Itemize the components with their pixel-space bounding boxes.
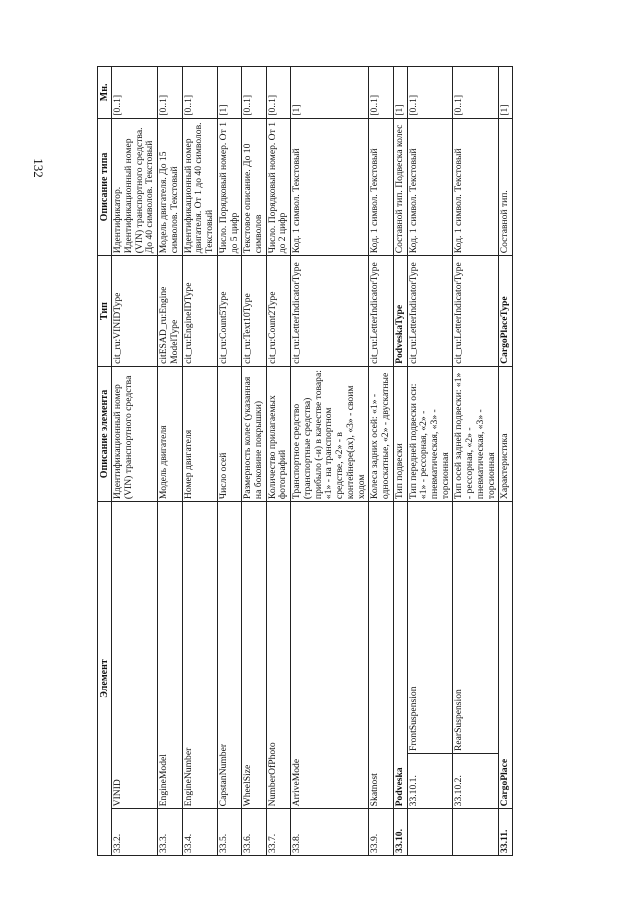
table-row (453, 67, 499, 856)
multiplicity-cell: [1] (291, 67, 369, 119)
element-description-cell: Тип подвески (393, 366, 407, 501)
type-cell: cit_ru:VINIDType (112, 256, 158, 367)
header-element-description: Описание элемента (98, 366, 112, 501)
element-name-cell: VINID (112, 502, 158, 809)
header-element: Элемент (98, 502, 112, 856)
element-name-cell: WheelSize (242, 502, 266, 809)
multiplicity-cell: [1] (499, 67, 513, 119)
row-number-cell: 33.2. (112, 809, 158, 856)
type-cell: citESAD_ru:Engine ModelType (158, 256, 182, 367)
element-name-cell: ArriveMode (291, 502, 369, 809)
element-name-cell: CapstanNumber (217, 502, 241, 809)
type-description-cell: Код. 1 символ. Текстовый (407, 118, 453, 256)
multiplicity-cell: [0..1] (369, 67, 393, 119)
row-number-cell: 33.8. (291, 809, 369, 856)
element-name-cell: CargoPlace (499, 502, 513, 809)
element-name-cell: NumberOfPhoto (266, 502, 290, 809)
type-cell: cit_ru:Text10Type (242, 256, 266, 367)
element-description-cell: Количество прилагаемых фотографий (266, 366, 290, 501)
multiplicity-cell: [0..1] (112, 67, 158, 119)
element-description-cell: Характеристика (499, 366, 513, 501)
table-row (407, 67, 453, 856)
header-multiplicity: Мн. (98, 67, 112, 119)
element-description-cell: Идентификационный номер (VIN) транспортного средства (112, 366, 158, 501)
row-number-cell: 33.4. (182, 809, 217, 856)
type-description-cell: Число. Порядковый номер. От 1 до 5 цифр (217, 118, 241, 256)
type-cell: cit_ru:LetterIndicatorType (369, 256, 393, 367)
row-number-cell: 33.10. (393, 809, 407, 856)
table-row (291, 67, 369, 856)
type-description-cell: Составной тип. Подвеска колес (393, 118, 407, 256)
row-number-cell: 33.7. (266, 809, 290, 856)
table-row (217, 67, 241, 856)
row-number-cell (453, 809, 499, 856)
element-name-cell: EngineNumber (182, 502, 217, 809)
type-cell: cit_ru:Count5Type (217, 256, 241, 367)
row-number-cell: 33.5. (217, 809, 241, 856)
type-description-cell: Код. 1 символ. Текстовый (291, 118, 369, 256)
table-row (158, 67, 182, 856)
element-description-cell: Колеса задних осей: «1» - односкатные, «2» - двускатные (369, 366, 393, 501)
multiplicity-cell: [0..1] (266, 67, 290, 119)
multiplicity-cell: [1] (217, 67, 241, 119)
element-description-cell: Тип осей задней подвески: «1» - рессорная, «2» - пневматическая, «3» - торсионная (453, 366, 499, 501)
multiplicity-cell: [0..1] (242, 67, 266, 119)
type-description-cell: Код. 1 символ. Текстовый (453, 118, 499, 256)
multiplicity-cell: [0..1] (407, 67, 453, 119)
header-type-description: Описание типа (98, 118, 112, 256)
type-cell: cit_ru:LetterIndicatorType (291, 256, 369, 367)
table-body (112, 67, 513, 856)
type-description-cell: Идентификационный номер двигателя. От 1 до 40 символов. Текстовый (182, 118, 217, 256)
element-name-cell: FrontSuspension (407, 502, 453, 754)
element-description-cell: Число осей (217, 366, 241, 501)
type-description-cell: Код. 1 символ. Текстовый (369, 118, 393, 256)
row-number-cell (407, 809, 453, 856)
type-cell: cit_ru:LetterIndicatorType (453, 256, 499, 367)
type-description-cell: Число. Порядковый номер. От 1 до 2 цифр (266, 118, 290, 256)
row-number-cell: 33.11. (499, 809, 513, 856)
multiplicity-cell: [1] (393, 67, 407, 119)
row-number-cell: 33.9. (369, 809, 393, 856)
row-subnumber-cell: 33.10.2. (453, 754, 499, 809)
type-cell: cit_ru:EngineIDType (182, 256, 217, 367)
type-cell: PodveskaType (393, 256, 407, 367)
table-row (393, 67, 407, 856)
type-description-cell: Составной тип. (499, 118, 513, 256)
element-name-cell: Podveska (393, 502, 407, 809)
element-description-cell: Размерность колес (указанная на боковине покрышки) (242, 366, 266, 501)
row-subnumber-cell: 33.10.1. (407, 754, 453, 809)
type-description-cell: Текстовое описание. До 10 символов (242, 118, 266, 256)
multiplicity-cell: [0..1] (453, 67, 499, 119)
element-name-cell: RearSuspension (453, 502, 499, 754)
row-number-cell: 33.6. (242, 809, 266, 856)
header-type: Тип (98, 256, 112, 367)
multiplicity-cell: [0..1] (182, 67, 217, 119)
table-row (112, 67, 158, 856)
type-cell: CargoPlaceType (499, 256, 513, 367)
element-description-cell: Транспортное средство (транспортные средства) прибыло (-и) в качестве товара: «1» - на транспортном средстве, «2» - в контейнере(ах), «3» - своим ходом (291, 366, 369, 501)
table-row (182, 67, 217, 856)
table-row (242, 67, 266, 856)
table-row (266, 67, 290, 856)
element-description-cell: Номер двигателя (182, 366, 217, 501)
type-cell: cit_ru:LetterIndicatorType (407, 256, 453, 367)
elements-table (97, 66, 513, 856)
type-description-cell: Модель двигателя. До 15 символов. Текстовый (158, 118, 182, 256)
element-description-cell: Тип передней подвески оси: «1» - рессорная, «2» - пневматическая, «3» - торсионная (407, 366, 453, 501)
element-name-cell: EngineModel (158, 502, 182, 809)
rotated-table-wrapper (97, 66, 565, 856)
element-name-cell: Skatnost (369, 502, 393, 809)
row-number-cell: 33.3. (158, 809, 182, 856)
type-cell: cit_ru:Count2Type (266, 256, 290, 367)
element-description-cell: Модель двигателя (158, 366, 182, 501)
page-number: 132 (30, 158, 46, 178)
type-description-cell: Идентификатор. Идентификационный номер (VIN) транспортного средства. До 40 символов. Текстовый (112, 118, 158, 256)
table-header-row (98, 67, 112, 856)
table-row (499, 67, 513, 856)
multiplicity-cell: [0..1] (158, 67, 182, 119)
table-row (369, 67, 393, 856)
